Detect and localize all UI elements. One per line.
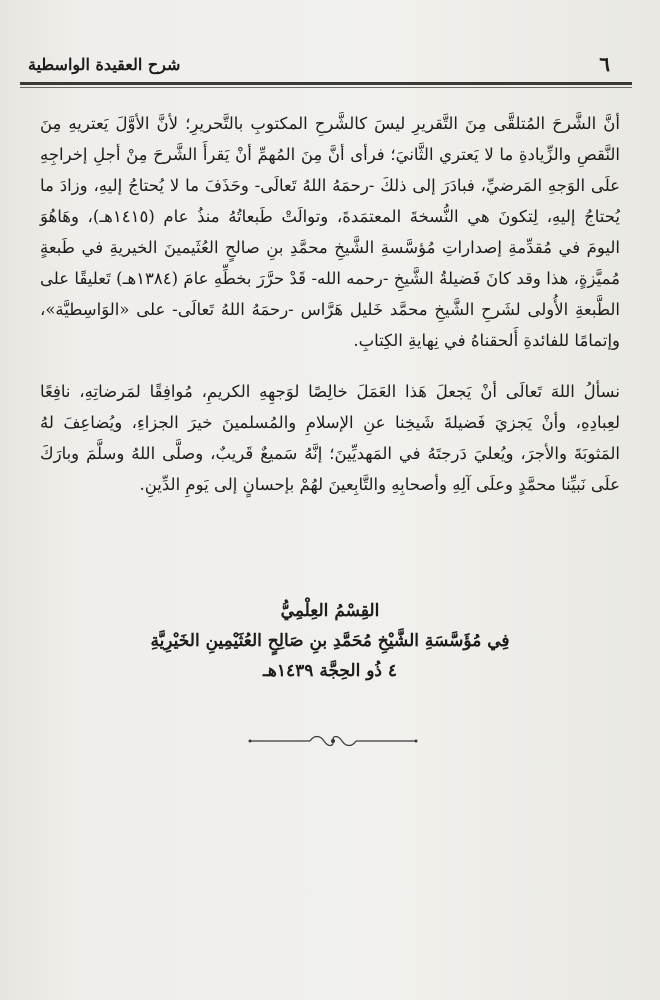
signature-date: ٤ ذُو الحِجَّة ١٤٣٩هـ [262,661,398,681]
paragraph: نسألُ اللهَ تَعالَى أنْ يَجعلَ هَذا العَمَلَ خالِصًا لوَجهِهِ الكريمِ، مُوافِقًا لمَرضاتِهِ، نافِعًا لعِبادِهِ، وأنْ يَجزيَ فَضيلةَ شَيخِنا عنِ الإسلامِ والمُسلمينَ خيرَ الجزاءِ، ويُضاعِفَ لهُ المَثوبَةَ والأجرَ، ويُعليَ دَرجتَهُ في المَهديِّينَ؛ إنَّهُ سَميعٌ قَريبٌ، وصلَّى اللهُ وسلَّمَ وبارَكَ علَى نَبيِّنا محمَّدٍ وعلَى آلِهِ وأصحابِهِ والتَّابِعينَ لهُمْ بإحسانٍ إلى يَومِ الدِّينِ. [40,382,620,494]
signature-block [40,596,620,686]
signature-institution: فِي مُؤَسَّسَةِ الشَّيْخِ مُحَمَّدِ بنِ صَالِحٍ العُثَيْمِينِ الخَيْرِيَّةِ [150,631,510,651]
page-header [20,42,632,82]
header-rule-thin [20,87,632,88]
body-text [40,108,620,500]
header-rule [20,82,632,85]
paragraph: أنَّ الشَّرحَ المُتلقَّى مِنَ التَّقريرِ ليسَ كالشَّرحِ المكتوبِ بالتَّحريرِ؛ لأنَّ الأوَّلَ يَعتريهِ مِنَ النَّقصِ والزِّيادةِ ما لا يَعتري الثَّانيَ؛ فرأى أنَّ مِنَ المُهمِّ أنْ يَقرأَ الشَّرحَ مِنْ أجلِ إخراجِهِ علَى الوَجهِ المَرضيِّ، فبادَرَ إلى ذلكَ -رحمَهُ اللهُ تَعالَى- وحَذَفَ ما لا يُحتاجُ إليهِ، وزادَ ما يُحتاجُ إليهِ، لِتكونَ هي النُّسخةَ المعتمَدةَ، وتوالَتْ طَبعاتُهُ منذُ عام (١٤١٥هـ)، وهَاهُوَ اليومَ في مُقدِّمةِ إصداراتِ مُؤسَّسةِ الشَّيخِ محمَّدِ بنِ صالحٍ العُثَيمينَ الخيريةِ في طَبعةٍ مُميَّزةٍ، هذا وقد كانَ فَضيلةُ الشَّيخِ -رحمه الله- قَدْ حرَّرَ بخطِّهِ عامَ (١٣٨٤هـ) تَعليقًا على الطَّبعةِ الأُولى لشَرحِ الشَّيخِ محمَّد خَليل هَرَّاس -رحمَهُ اللهُ تَعالَى- على «الوَاسِطيَّة»، وإتمامًا للفائدةِ أَلحقناهُ في نِهايةِ الكِتابِ. [40,114,621,350]
page-number: ٦ [599,52,610,76]
running-title: شرح العقيدة الواسطية [28,55,181,74]
signature-department: القِسْمُ العِلْمِيُّ [280,601,380,621]
ornament-divider [248,734,418,748]
